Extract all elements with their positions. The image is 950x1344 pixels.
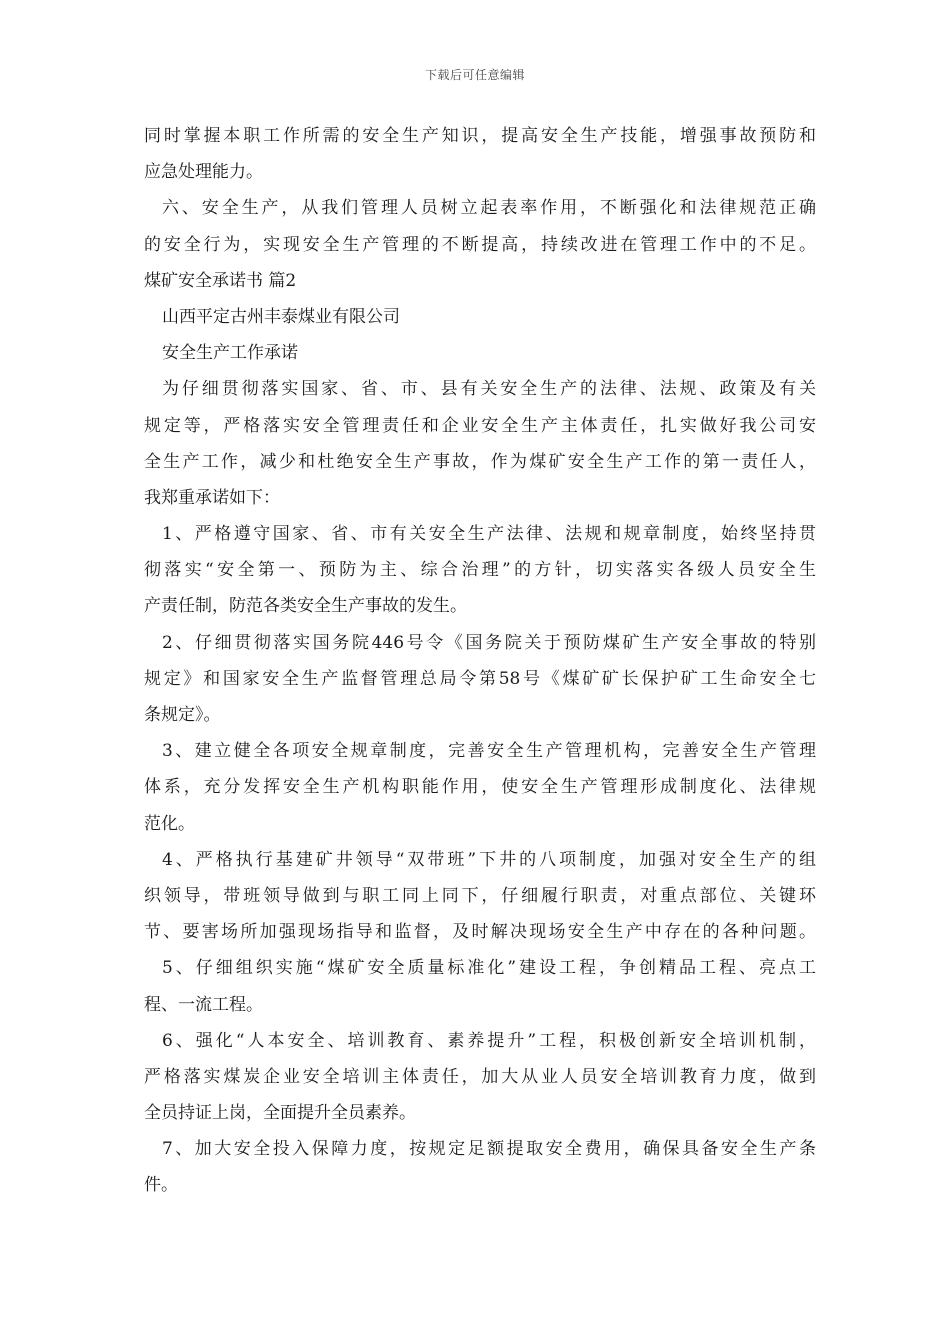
text-line: 1、严格遵守国家、省、市有关安全生产法律、法规和规章制度，始终坚持贯: [162, 524, 816, 545]
text-line: 规定等，严格落实安全管理责任和企业安全生产主体责任，扎实做好我公司安: [144, 415, 816, 436]
text-line: 规定》和国家安全生产监督管理总局令第58号《煤矿矿长保护矿工生命安全七: [144, 668, 816, 689]
text-line: 煤矿安全承诺书 篇2: [144, 270, 297, 291]
text-line: 程、一流工程。: [144, 994, 263, 1015]
text-line: 体系，充分发挥安全生产机构职能作用，使安全生产管理形成制度化、法律规: [144, 777, 816, 798]
text-line: 4、严格执行基建矿井领导“双带班”下井的八项制度，加强对安全生产的组: [162, 849, 816, 870]
text-line: 条规定》。: [144, 705, 221, 725]
document-body: [144, 118, 816, 1204]
page-header: 下载后可任意编辑: [424, 68, 525, 82]
text-line: 我郑重承诺如下：: [144, 487, 280, 508]
text-line: 全生产工作，减少和杜绝安全生产事故，作为煤矿安全生产工作的第一责任人，: [144, 451, 816, 472]
text-line: 3、建立健全各项安全规章制度，完善安全生产管理机构，完善安全生产管理: [162, 741, 816, 762]
text-line: 6、强化“人本安全、培训教育、素养提升”工程，积极创新安全培训机制，: [162, 1030, 816, 1051]
text-line: 范化。: [144, 813, 195, 834]
text-line: 5、仔细组织实施“煤矿安全质量标准化”建设工程，争创精品工程、亮点工: [162, 958, 816, 979]
text-line: 织领导，带班领导做到与职工同上同下，仔细履行职责，对重点部位、关键环: [144, 885, 816, 906]
text-line: 7、加大安全投入保障力度，按规定足额提取安全费用，确保具备安全生产条: [162, 1139, 816, 1160]
text-line: 的安全行为，实现安全生产管理的不断提高，持续改进在管理工作中的不足。: [144, 234, 816, 255]
text-line: 2、仔细贯彻落实国务院446号令《国务院关于预防煤矿生产安全事故的特别: [162, 632, 816, 653]
text-line: 为仔细贯彻落实国家、省、市、县有关安全生产的法律、法规、政策及有关: [162, 379, 816, 400]
text-line: 应急处理能力。: [144, 162, 263, 183]
text-line: 件。: [144, 1175, 178, 1196]
text-line: 彻落实“安全第一、预防为主、综合治理”的方针，切实落实各级人员安全生: [144, 560, 816, 581]
text-line: 节、要害场所加强现场指导和监督，及时解决现场安全生产中存在的各种问题。: [144, 922, 816, 943]
text-line: 安全生产工作承诺: [162, 343, 298, 364]
text-line: 山西平定古州丰泰煤业有限公司: [162, 306, 400, 327]
text-line: 全员持证上岗，全面提升全员素养。: [144, 1103, 416, 1124]
text-line: 产责任制，防范各类安全生产事故的发生。: [144, 596, 467, 617]
text-line: 严格落实煤炭企业安全培训主体责任，加大从业人员安全培训教育力度，做到: [144, 1066, 816, 1087]
text-line: 六、安全生产，从我们管理人员树立起表率作用，不断强化和法律规范正确: [162, 198, 816, 219]
text-line: 同时掌握本职工作所需的安全生产知识，提高安全生产技能，增强事故预防和: [144, 126, 816, 146]
